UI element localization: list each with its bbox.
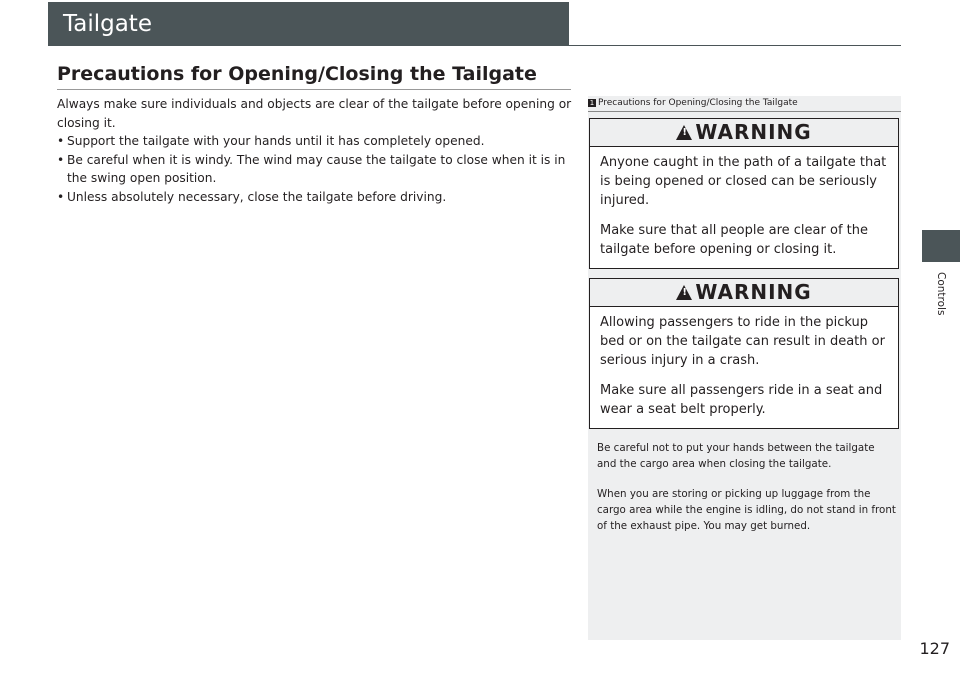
bullet-icon: • [57, 189, 65, 204]
list-item: • Be careful when it is windy. The wind may cause the tailgate to close when it is in the swing open position. [57, 152, 566, 185]
warning-triangle-icon [676, 125, 692, 140]
precaution-list [57, 132, 575, 206]
bullet-icon: • [57, 152, 65, 167]
intro-paragraph: Always make sure individuals and objects are clear of the tailgate before opening or closing it. [57, 97, 572, 130]
note-paragraph: Be careful not to put your hands between the tailgate and the cargo area when closing the tailgate. [597, 442, 875, 470]
warning-triangle-icon [676, 285, 692, 300]
warning-header: !WARNING [590, 279, 898, 307]
body-text [57, 95, 575, 206]
sidebar-ref-title: 1 Precautions for Opening/Closing the Tailgate [588, 96, 901, 112]
sidebar-notes [597, 440, 897, 548]
warning-box [589, 118, 899, 269]
chapter-tab [922, 230, 960, 262]
section-rule [57, 89, 571, 90]
reference-icon: 1 [589, 99, 595, 107]
bullet-icon: • [57, 134, 65, 148]
chapter-title: Tailgate [48, 2, 569, 46]
warning-box [589, 278, 899, 429]
note-paragraph: When you are storing or picking up luggage from the cargo area while the engine is idling, do not stand in front of the exhaust pipe. You may get burned. [597, 488, 896, 532]
sidebar-panel [588, 96, 901, 640]
warning-header: !WARNING [590, 119, 898, 147]
warning-content: Allowing passengers to ride in the pickup bed or on the tailgate can result in death or serious injury in a crash. Make sure all passengers ride in a seat and wear a seat belt properly. [600, 315, 885, 417]
page-number: 127 [919, 639, 950, 658]
list-item: • Unless absolutely necessary, close the tailgate before driving. [57, 188, 575, 207]
chapter-side-label: Controls [935, 272, 947, 316]
list-item: • Support the tailgate with your hands until it has completely opened. [57, 132, 575, 151]
warning-content: Anyone caught in the path of a tailgate that is being opened or closed can be seriously injured. Make sure that all people are clear of the tailgate before opening or closing it. [600, 155, 887, 257]
section-heading: Precautions for Opening/Closing the Tailgate [57, 63, 537, 85]
title-rule [569, 45, 901, 46]
